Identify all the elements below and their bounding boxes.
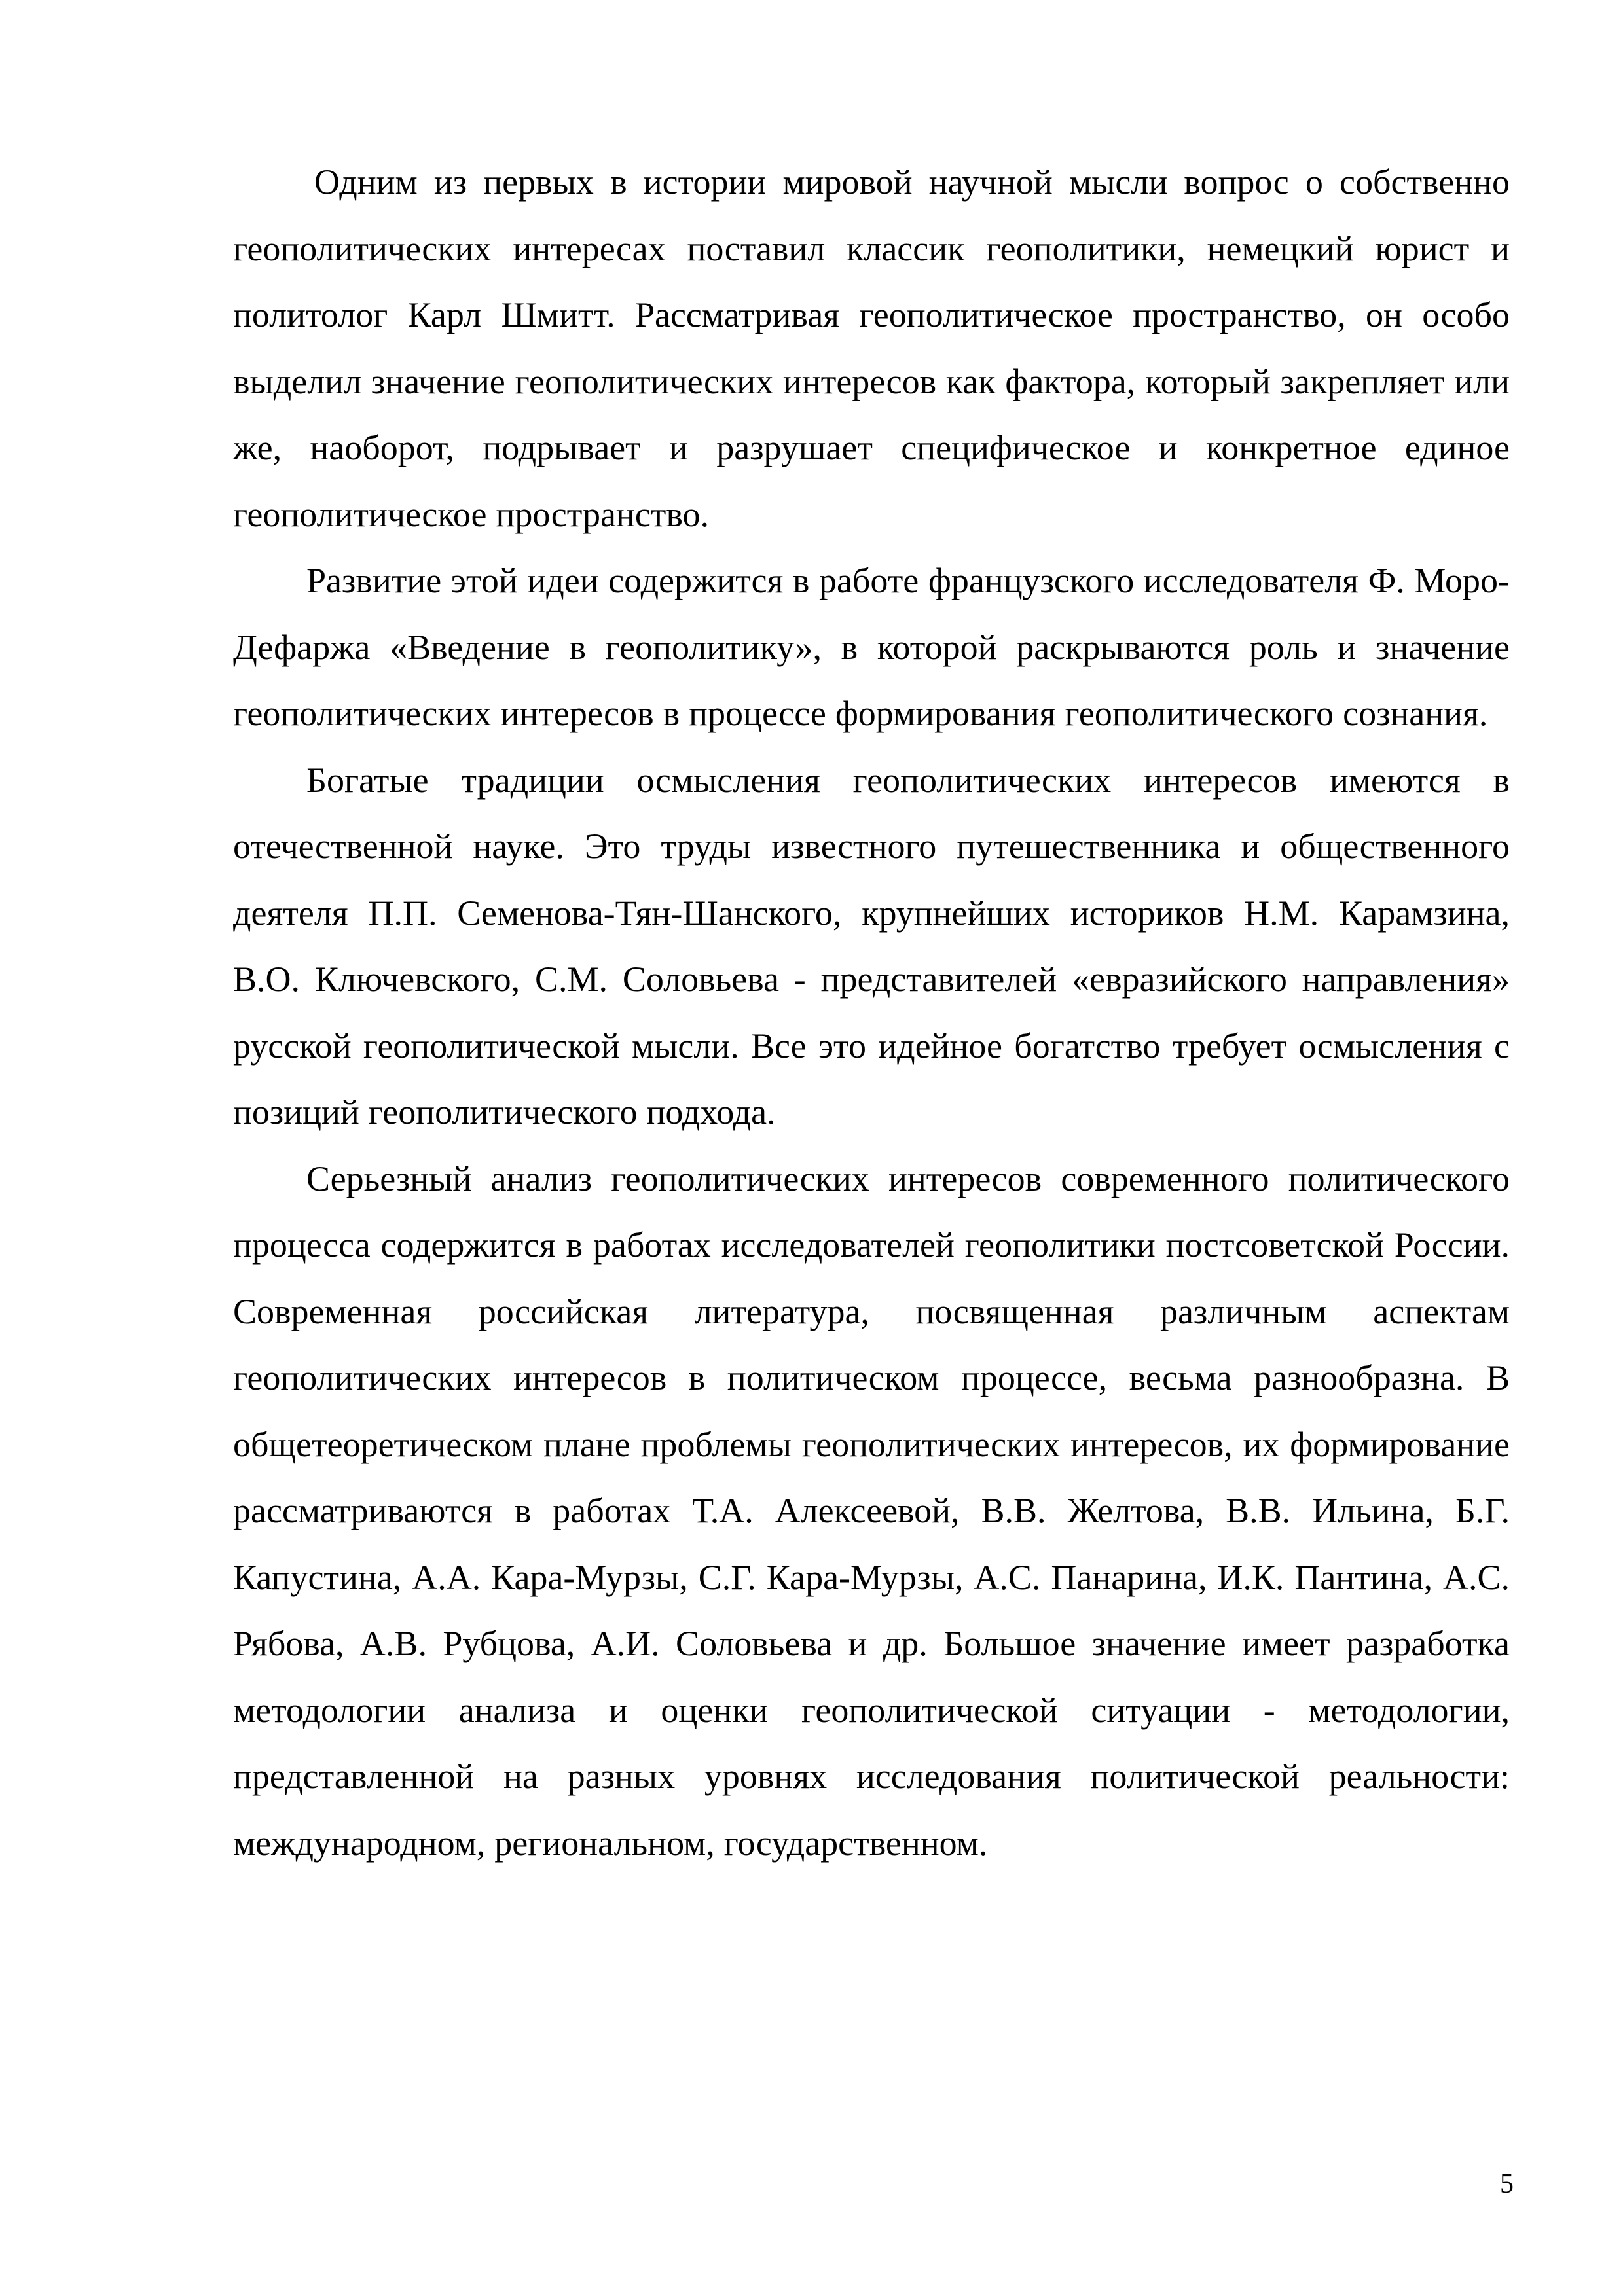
paragraph-moreau-defarges: Развитие этой идеи содержится в работе французского исследователя Ф. Моро-Дефаржа «Введение в геополитику», в которой раскрываются роль и значение геополитических интересов в процессе формирования геополитического сознания. — [233, 561, 1510, 733]
paragraph-domestic-tradition: Богатые традиции осмысления геополитических интересов имеются в отечественной науке. Это труды известного путешественника и общественного деятеля П.П. Семенова-Тян-Шанского, крупнейших историков Н.М. Карамзина, В.О. Ключевского, С.М. Соловьева - представителей «евразийского направления» русской геополитической мысли. Все это идейное богатство требует осмысления с позиций геополитического подхода. — [233, 760, 1510, 1132]
page-number: 5 — [1500, 2169, 1514, 2199]
paragraph-post-soviet-research: Серьезный анализ геополитических интересов современного политического процесса содержится в работах исследователей геополитики постсоветской России. Современная российская литература, посвященная различным аспектам геополитических интересов в политическом процессе, весьма разнообразна. В общетеоретическом плане проблемы геополитических интересов, их формирование рассматриваются в работах Т.А. Алексеевой, В.В. Желтова, В.В. Ильина, Б.Г. Капустина, А.А. Кара-Мурзы, С.Г. Кара-Мурзы, А.С. Панарина, И.К. Пантина, А.С. Рябова, А.В. Рубцова, А.И. Соловьева и др. Большое значение имеет разработка методологии анализа и оценки геополитической ситуации - методологии, представленной на разных уровнях исследования политической реальности: международном, региональном, государственном. — [233, 1158, 1510, 1863]
paragraph-schmitt: Одним из первых в истории мировой научной мысли вопрос о собственно геополитических интересах поставил классик геополитики, немецкий юрист и политолог Карл Шмитт. Рассматривая геополитическое пространство, он особо выделил значение геополитических интересов как фактора, который закрепляет или же, наоборот, подрывает и разрушает специфическое и конкретное единое геополитическое пространство. — [233, 162, 1510, 534]
body-text — [233, 149, 1510, 1876]
